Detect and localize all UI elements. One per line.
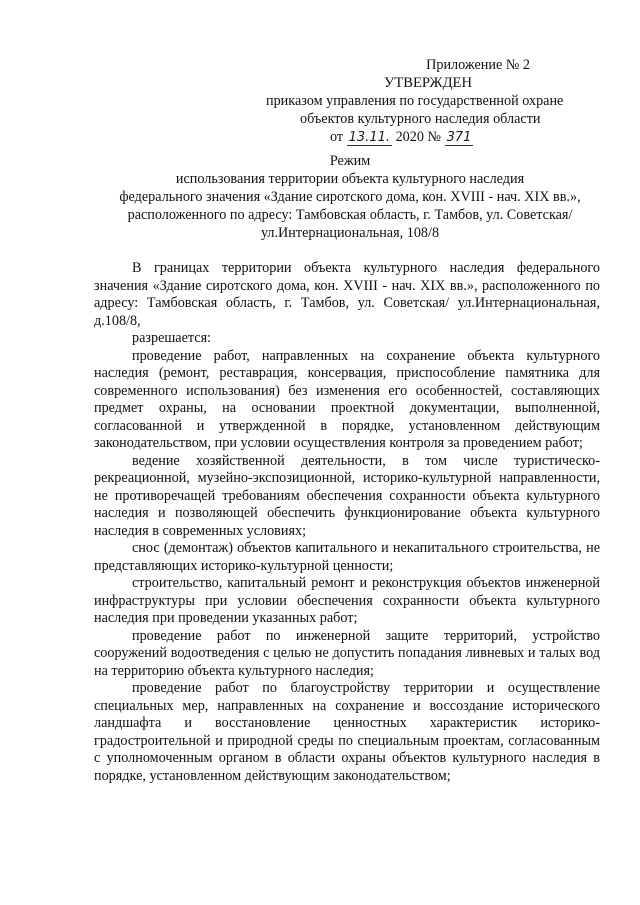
date-prefix: от [330, 129, 344, 145]
year-number: 2020 № [395, 129, 442, 145]
paragraph: проведение работ по благоустройству территории и осуществление специальных мер, направленных на сохранение и воссоздание исторического ландшафта и восстановление ценностных характеристик историко-градостроительной и природной среды по специальным проектам, согласованным с уполномоченным органом в области охраны объектов культурного наследия в порядке, установленном действующим законодательством; [94, 680, 600, 784]
handwritten-number: 371 [446, 130, 472, 145]
appendix-label: Приложение № 2 [426, 57, 530, 73]
title-line: использования территории объекта культурного наследия [175, 171, 525, 187]
document-title [80, 152, 620, 242]
title-heading: Режим [329, 153, 371, 169]
paragraph: снос (демонтаж) объектов капитального и некапитального строительства, не представляющих историко-культурной ценности; [94, 540, 600, 574]
order-date-line [260, 128, 620, 147]
paragraph: ведение хозяйственной деятельности, в том числе туристическо-рекреационной, музейно-экспозиционной, историко-культурной направленности, не противоречащей требованиям обеспечения сохранности объекта культурного наследия и позволяющей обеспечить функционирование объекта культурного наследия в современных условиях; [94, 452, 600, 539]
paragraph: проведение работ, направленных на сохранение объекта культурного наследия (ремонт, реставрация, консервация, приспособление памятника для современного использования) без изменения его особенностей, составляющих предмет охраны, на основании проектной документации, выполненной, согласованной и утвержденной в порядке, установленном действующим законодательством, при условии осуществления контроля за проведением работ; [94, 347, 600, 451]
paragraph: строительство, капитальный ремонт и реконструкция объектов инженерной инфраструктуры при условии обеспечения сохранности объекта культурного наследия при проведении указанных работ; [94, 575, 600, 626]
handwritten-date: 13.11. [348, 130, 391, 145]
order-line-2: объектов культурного наследия области [300, 111, 541, 127]
approval-stamp [260, 56, 620, 147]
paragraph: В границах территории объекта культурного наследия федерального значения «Здание сиротского дома, кон. XVIII - нач. XIX вв.», расположенного по адресу: Тамбовская область, г. Тамбов, ул. Советская/ ул.Интернациональная, д.108/8, [94, 260, 600, 329]
paragraph: проведение работ по инженерной защите территорий, устройство сооружений водоотведения с целью не допустить попадания ливневых и талых вод на территорию объекта культурного наследия; [94, 627, 600, 679]
document-body [94, 260, 600, 785]
title-line: федерального значения «Здание сиротского дома, кон. XVIII - нач. XIX вв.», [119, 189, 581, 205]
paragraph: разрешается: [132, 330, 212, 346]
title-line: ул.Интернациональная, 108/8 [260, 225, 440, 241]
approved-label: УТВЕРЖДЕН [384, 75, 472, 91]
order-line-1: приказом управления по государственной охране [266, 93, 564, 109]
title-line: расположенного по адресу: Тамбовская область, г. Тамбов, ул. Советская/ [127, 207, 573, 223]
